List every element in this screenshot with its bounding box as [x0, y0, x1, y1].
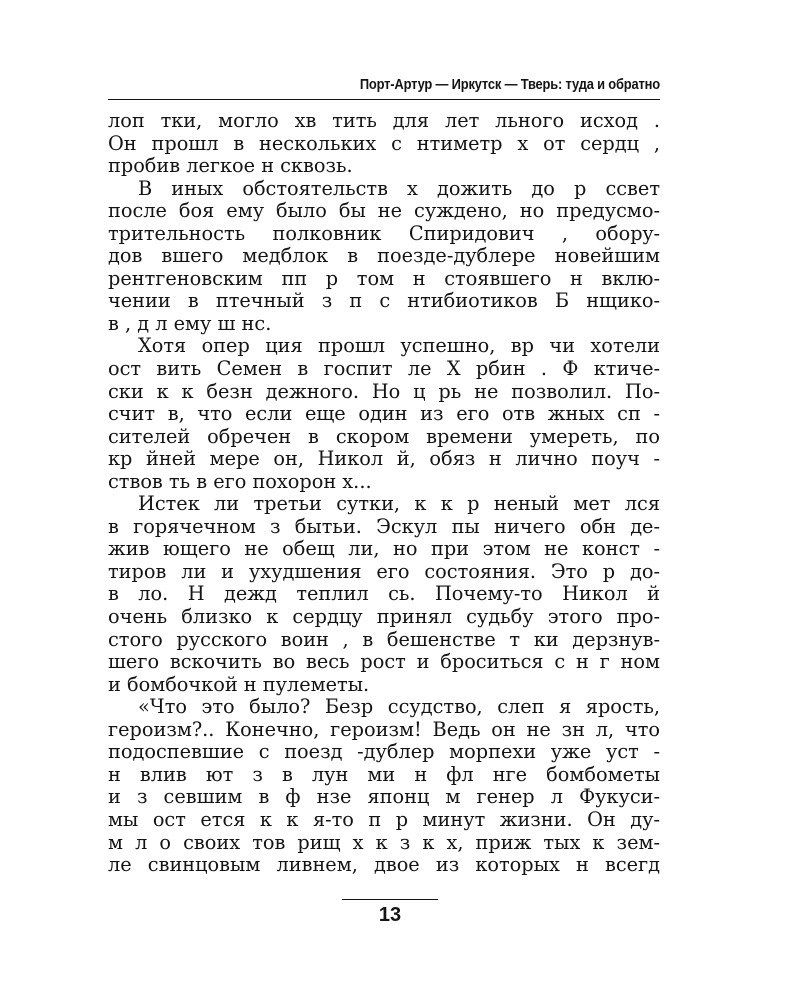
- text-line: чении в птечный з п с нтибиотиков Б нщико-: [108, 289, 660, 313]
- text-line: лоп тки, могло хв тить для лет льного исход .: [108, 109, 660, 132]
- text-line: ост вить Семен в госпит ле Х рбин . Ф ктиче-: [108, 357, 660, 381]
- running-head-title: Порт-Артур — Иркутск — Тверь: туда и обратно: [359, 76, 660, 93]
- text-line: м л о своих тов рищ х к з к х, приж тых к зем-: [108, 830, 660, 854]
- text-line: героизм?.. Конечно, героизм! Ведь он не зн л, что: [108, 717, 660, 741]
- text-line: и з севшим в ф нзе японц м генер л Фукуси-: [108, 785, 660, 809]
- header-rule: [108, 99, 660, 100]
- text-line: тиров ли и ухудшения его состояния. Это р до-: [108, 559, 660, 583]
- text-line: ствов ть в его похорон х...: [108, 469, 372, 493]
- text-line: «Что это было? Безр ссудство, слеп я ярость,: [138, 695, 660, 719]
- text-line: ле свинцовым ливнем, двое из которых н всегд: [108, 853, 660, 877]
- text-line: Хотя опер ция прошл успешно, вр чи хотели: [138, 334, 660, 358]
- text-line: очень близко к сердцу принял судьбу этого про-: [108, 605, 660, 629]
- text-line: мы ост ется к к я-то п р минут жизни. Он ду-: [108, 807, 660, 831]
- text-line: в горячечном з бытьи. Эскул пы ничего обн де-: [108, 514, 660, 538]
- text-line: н влив ют з в лун ми н фл нге бомбометы: [108, 762, 660, 786]
- text-line: Истек ли третьи сутки, к к р неный мет лся: [138, 492, 660, 516]
- text-line: и бомбочкой н пулеметы.: [108, 672, 370, 696]
- footer-rule: [342, 899, 438, 900]
- text-line: дов вшего медблок в поезде-дублере новейшим: [108, 244, 660, 268]
- body-text: [108, 110, 660, 877]
- text-line: стого русского воин , в бешенстве т ки дерзнув-: [108, 627, 660, 651]
- text-line: трительность полковник Спиридович , оборy-: [108, 221, 660, 245]
- text-line: шего вскочить во весь рост и броситься с н г ном: [108, 650, 660, 674]
- text-line: рентгеновским пп р том н стоявшего н вклю-: [108, 266, 660, 290]
- text-line: жив ющего не обещ ли, но при этом не конст -: [108, 537, 660, 561]
- text-line: сителей обречен в скором времени умереть, по: [108, 424, 660, 448]
- text-line: в ло. Н дежд теплил сь. Почему-то Никол й: [108, 582, 660, 606]
- text-line: подоспевшие с поезд -дублер морпехи уже уст -: [108, 740, 660, 764]
- page-number: 13: [378, 904, 402, 926]
- text-line: пробив легкое н сквозь.: [108, 154, 353, 178]
- text-line: В иных обстоятельств х дожить до р ссвет: [138, 176, 660, 200]
- text-line: в , д л ему ш нс.: [108, 311, 272, 335]
- text-line: Он прошл в нескольких с нтиметр х от сердц ,: [108, 131, 660, 155]
- text-line: счит в, что если еще один из его отв жных сп -: [108, 402, 660, 426]
- text-line: ски к к безн дежного. Но ц рь не позволил. По-: [108, 379, 660, 403]
- text-line: кр йней мере он, Никол й, обяз н лично поуч -: [108, 447, 660, 471]
- text-line: после боя ему было бы не суждено, но предусмо-: [108, 199, 660, 223]
